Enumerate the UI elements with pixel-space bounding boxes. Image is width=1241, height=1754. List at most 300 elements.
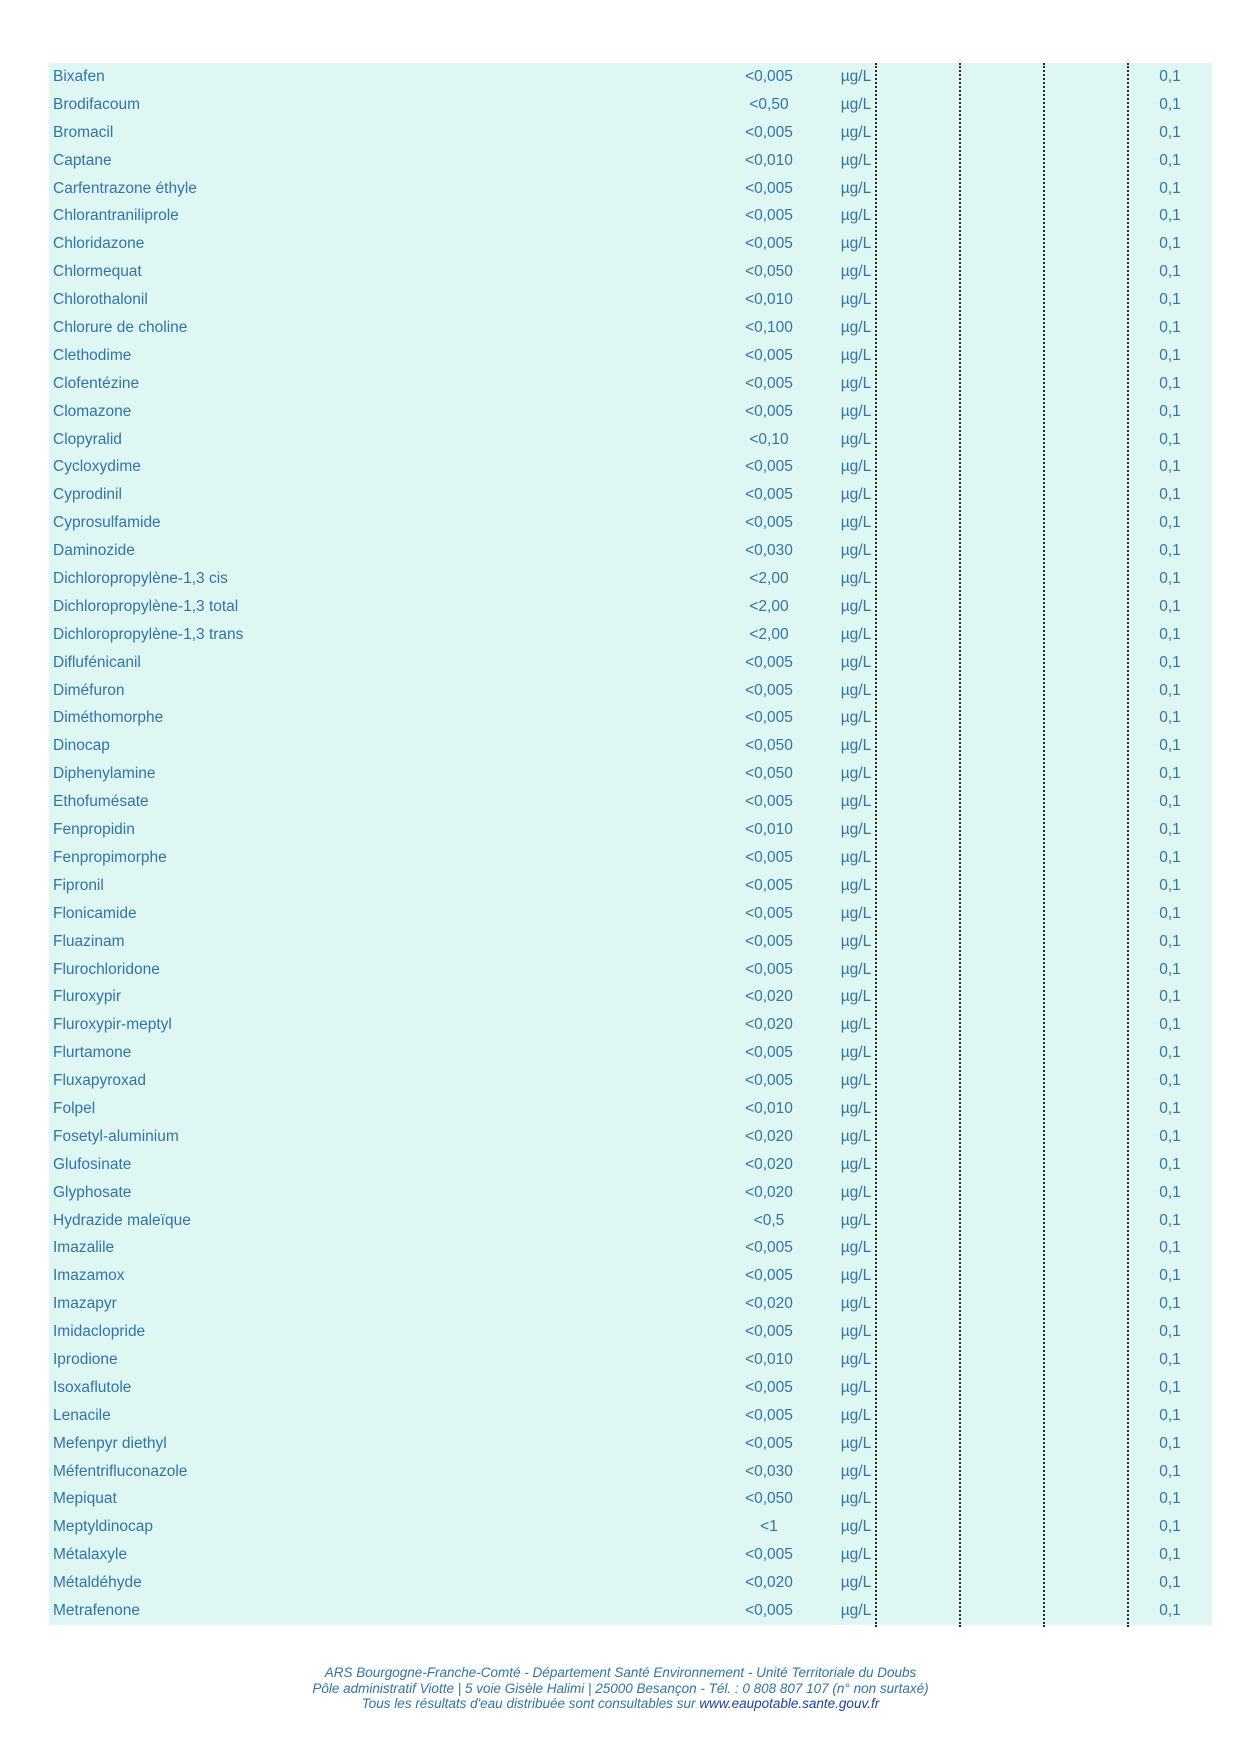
unit-label: µg/L xyxy=(840,597,872,615)
column-divider xyxy=(1127,63,1129,1627)
parameter-name: Clofentézine xyxy=(53,374,140,392)
unit-label: µg/L xyxy=(840,1601,872,1619)
empty-cell xyxy=(960,1458,1044,1486)
quality-limit: 0,1 xyxy=(1159,1601,1181,1619)
table-row xyxy=(49,63,1212,91)
empty-cell xyxy=(1044,1179,1128,1207)
quality-limit: 0,1 xyxy=(1159,709,1181,727)
empty-cell xyxy=(1044,1011,1128,1039)
empty-cell xyxy=(1044,1458,1128,1486)
unit-label: µg/L xyxy=(840,1574,872,1592)
empty-cell xyxy=(1044,314,1128,342)
result-value: <0,005 xyxy=(745,68,793,85)
result-value: <0,005 xyxy=(745,1378,793,1396)
empty-cell xyxy=(960,509,1044,537)
table-row xyxy=(49,1346,1212,1374)
empty-cell xyxy=(876,258,960,286)
quality-limit: 0,1 xyxy=(1159,681,1181,699)
parameter-name: Bixafen xyxy=(53,68,105,85)
result-value: <0,005 xyxy=(745,960,793,978)
result-value: <0,100 xyxy=(745,319,793,337)
table-row xyxy=(49,537,1212,565)
empty-cell xyxy=(960,398,1044,426)
empty-cell xyxy=(876,147,960,175)
empty-cell xyxy=(876,1234,960,1262)
table-row xyxy=(49,453,1212,481)
parameter-name: Diflufénicanil xyxy=(53,653,141,671)
quality-limit: 0,1 xyxy=(1159,1183,1181,1201)
empty-cell xyxy=(876,314,960,342)
result-value: <0,020 xyxy=(745,1574,793,1592)
empty-cell xyxy=(876,928,960,956)
result-value: <0,005 xyxy=(745,876,793,894)
empty-cell xyxy=(960,230,1044,258)
empty-cell xyxy=(876,1346,960,1374)
empty-cell xyxy=(960,1011,1044,1039)
quality-limit: 0,1 xyxy=(1159,1239,1181,1257)
empty-cell xyxy=(960,816,1044,844)
quality-limit: 0,1 xyxy=(1159,1127,1181,1145)
unit-label: µg/L xyxy=(840,291,872,309)
parameter-name: Glyphosate xyxy=(53,1183,132,1201)
empty-cell xyxy=(1044,1402,1128,1430)
result-value: <0,5 xyxy=(753,1211,785,1229)
table-row xyxy=(49,314,1212,342)
footer-line-organization: ARS Bourgogne-Franche-Comté - Département Santé Environnement - Unité Territoriale du Doubs xyxy=(324,1665,917,1680)
table-row xyxy=(49,1569,1212,1597)
quality-limit: 0,1 xyxy=(1159,1072,1181,1090)
empty-cell xyxy=(960,649,1044,677)
empty-cell xyxy=(876,398,960,426)
unit-label: µg/L xyxy=(840,207,872,225)
empty-cell xyxy=(1044,119,1128,147)
result-value: <0,020 xyxy=(745,1016,793,1034)
empty-cell xyxy=(876,593,960,621)
parameter-name: Brodifacoum xyxy=(53,95,141,113)
result-value: <0,010 xyxy=(745,1350,793,1368)
table-row xyxy=(49,983,1212,1011)
empty-cell xyxy=(960,119,1044,147)
empty-cell xyxy=(960,1374,1044,1402)
result-value: <2,00 xyxy=(749,597,789,615)
quality-limit: 0,1 xyxy=(1159,904,1181,922)
unit-label: µg/L xyxy=(840,876,872,894)
table-row xyxy=(49,1541,1212,1569)
empty-cell xyxy=(1044,1123,1128,1151)
quality-limit: 0,1 xyxy=(1159,1434,1181,1452)
empty-cell xyxy=(876,900,960,928)
quality-limit: 0,1 xyxy=(1159,179,1181,197)
quality-limit: 0,1 xyxy=(1159,1406,1181,1424)
unit-label: µg/L xyxy=(840,625,872,643)
empty-cell xyxy=(1044,1290,1128,1318)
result-value: <0,005 xyxy=(745,346,793,364)
unit-label: µg/L xyxy=(840,1183,872,1201)
empty-cell xyxy=(1044,1513,1128,1541)
empty-cell xyxy=(960,872,1044,900)
empty-cell xyxy=(960,1039,1044,1067)
unit-label: µg/L xyxy=(840,1044,872,1062)
quality-limit: 0,1 xyxy=(1159,988,1181,1006)
quality-limit: 0,1 xyxy=(1159,821,1181,839)
empty-cell xyxy=(960,1485,1044,1513)
table-row xyxy=(49,1095,1212,1123)
table-row xyxy=(49,565,1212,593)
parameter-name: Diphenylamine xyxy=(53,765,156,783)
unit-label: µg/L xyxy=(840,151,872,169)
footer-line-results xyxy=(0,1696,1241,1712)
empty-cell xyxy=(960,286,1044,314)
parameter-name: Daminozide xyxy=(53,542,135,560)
empty-cell xyxy=(960,677,1044,705)
quality-limit: 0,1 xyxy=(1159,597,1181,615)
empty-cell xyxy=(1044,1095,1128,1123)
empty-cell xyxy=(1044,872,1128,900)
unit-label: µg/L xyxy=(840,1127,872,1145)
result-value: <0,005 xyxy=(745,179,793,197)
parameter-name: Fluxapyroxad xyxy=(53,1072,147,1090)
empty-cell xyxy=(1044,788,1128,816)
empty-cell xyxy=(960,928,1044,956)
empty-cell xyxy=(1044,1597,1128,1625)
result-value: <1 xyxy=(760,1518,778,1536)
result-value: <0,005 xyxy=(745,207,793,225)
empty-cell xyxy=(960,1262,1044,1290)
parameter-name: Cyprodinil xyxy=(53,486,122,504)
result-value: <0,005 xyxy=(745,653,793,671)
table-row xyxy=(49,258,1212,286)
empty-cell xyxy=(960,63,1044,91)
unit-label: µg/L xyxy=(840,319,872,337)
quality-limit: 0,1 xyxy=(1159,570,1181,588)
parameter-name: Isoxaflutole xyxy=(53,1378,132,1396)
quality-limit: 0,1 xyxy=(1159,1016,1181,1034)
table-row xyxy=(49,342,1212,370)
quality-limit: 0,1 xyxy=(1159,374,1181,392)
parameter-name: Chlorothalonil xyxy=(53,291,148,309)
table-row xyxy=(49,370,1212,398)
empty-cell xyxy=(876,230,960,258)
empty-cell xyxy=(876,732,960,760)
empty-cell xyxy=(960,1234,1044,1262)
unit-label: µg/L xyxy=(840,1295,872,1313)
unit-label: µg/L xyxy=(840,709,872,727)
parameter-name: Diméfuron xyxy=(53,681,125,699)
empty-cell xyxy=(876,760,960,788)
quality-limit: 0,1 xyxy=(1159,876,1181,894)
quality-limit: 0,1 xyxy=(1159,207,1181,225)
empty-cell xyxy=(1044,1039,1128,1067)
unit-label: µg/L xyxy=(840,263,872,281)
unit-label: µg/L xyxy=(840,1267,872,1285)
unit-label: µg/L xyxy=(840,1406,872,1424)
table-row xyxy=(49,175,1212,203)
table-row xyxy=(49,677,1212,705)
parameter-name: Cyprosulfamide xyxy=(53,514,161,532)
empty-cell xyxy=(1044,1430,1128,1458)
parameter-name: Lenacile xyxy=(53,1406,111,1424)
result-value: <0,005 xyxy=(745,402,793,420)
unit-label: µg/L xyxy=(840,1350,872,1368)
result-value: <0,020 xyxy=(745,988,793,1006)
result-value: <0,020 xyxy=(745,1183,793,1201)
empty-cell xyxy=(1044,900,1128,928)
quality-limit: 0,1 xyxy=(1159,95,1181,113)
empty-cell xyxy=(876,1318,960,1346)
empty-cell xyxy=(1044,1541,1128,1569)
empty-cell xyxy=(960,1430,1044,1458)
result-value: <0,050 xyxy=(745,1490,793,1508)
result-value: <0,050 xyxy=(745,765,793,783)
empty-cell xyxy=(960,426,1044,454)
empty-cell xyxy=(1044,816,1128,844)
unit-label: µg/L xyxy=(840,653,872,671)
unit-label: µg/L xyxy=(840,821,872,839)
page-footer xyxy=(0,1665,1241,1712)
unit-label: µg/L xyxy=(840,1323,872,1341)
empty-cell xyxy=(1044,1346,1128,1374)
unit-label: µg/L xyxy=(840,123,872,141)
unit-label: µg/L xyxy=(840,346,872,364)
empty-cell xyxy=(1044,202,1128,230)
result-value: <0,005 xyxy=(745,1406,793,1424)
empty-cell xyxy=(1044,1234,1128,1262)
quality-limit: 0,1 xyxy=(1159,1490,1181,1508)
parameter-name: Dichloropropylène-1,3 cis xyxy=(53,570,228,588)
quality-limit: 0,1 xyxy=(1159,1518,1181,1536)
result-value: <0,005 xyxy=(745,123,793,141)
parameter-name: Flonicamide xyxy=(53,904,137,922)
empty-cell xyxy=(876,872,960,900)
unit-label: µg/L xyxy=(840,68,872,85)
unit-label: µg/L xyxy=(840,95,872,113)
unit-label: µg/L xyxy=(840,1518,872,1536)
table-row xyxy=(49,1151,1212,1179)
empty-cell xyxy=(876,983,960,1011)
empty-cell xyxy=(960,1067,1044,1095)
result-value: <0,005 xyxy=(745,1601,793,1619)
parameter-name: Clethodime xyxy=(53,346,132,364)
result-value: <0,010 xyxy=(745,151,793,169)
unit-label: µg/L xyxy=(840,904,872,922)
empty-cell xyxy=(960,732,1044,760)
empty-cell xyxy=(960,314,1044,342)
empty-cell xyxy=(1044,453,1128,481)
empty-cell xyxy=(876,342,960,370)
table-row xyxy=(49,1234,1212,1262)
empty-cell xyxy=(876,537,960,565)
parameter-name: Hydrazide maleïque xyxy=(53,1211,191,1229)
empty-cell xyxy=(960,1151,1044,1179)
empty-cell xyxy=(1044,230,1128,258)
parameter-name: Iprodione xyxy=(53,1350,118,1368)
result-value: <0,005 xyxy=(745,374,793,392)
empty-cell xyxy=(1044,732,1128,760)
table-row xyxy=(49,1597,1212,1625)
result-value: <0,030 xyxy=(745,1462,793,1480)
quality-limit: 0,1 xyxy=(1159,1546,1181,1564)
empty-cell xyxy=(876,1374,960,1402)
result-value: <0,010 xyxy=(745,1099,793,1117)
empty-cell xyxy=(1044,1374,1128,1402)
empty-cell xyxy=(1044,677,1128,705)
empty-cell xyxy=(1044,147,1128,175)
footer-website-link[interactable]: www.eaupotable.sante.gouv.fr xyxy=(699,1696,880,1711)
empty-cell xyxy=(960,1402,1044,1430)
unit-label: µg/L xyxy=(840,542,872,560)
parameter-name: Métalaxyle xyxy=(53,1546,128,1564)
unit-label: µg/L xyxy=(840,1072,872,1090)
empty-cell xyxy=(876,1262,960,1290)
table-row xyxy=(49,788,1212,816)
parameter-name: Ethofumésate xyxy=(53,793,149,811)
parameter-name: Diméthomorphe xyxy=(53,709,164,727)
result-value: <0,005 xyxy=(745,1546,793,1564)
result-value: <0,005 xyxy=(745,848,793,866)
table-row xyxy=(49,872,1212,900)
table-row xyxy=(49,119,1212,147)
table-row xyxy=(49,649,1212,677)
empty-cell xyxy=(1044,593,1128,621)
table-row xyxy=(49,286,1212,314)
unit-label: µg/L xyxy=(840,1099,872,1117)
parameter-name: Meptyldinocap xyxy=(53,1518,153,1536)
empty-cell xyxy=(876,1207,960,1235)
empty-cell xyxy=(1044,537,1128,565)
empty-cell xyxy=(1044,258,1128,286)
result-value: <0,005 xyxy=(745,681,793,699)
empty-cell xyxy=(960,844,1044,872)
parameter-name: Dinocap xyxy=(53,737,110,755)
quality-limit: 0,1 xyxy=(1159,1378,1181,1396)
quality-limit: 0,1 xyxy=(1159,848,1181,866)
table-row xyxy=(49,1402,1212,1430)
quality-limit: 0,1 xyxy=(1159,263,1181,281)
empty-cell xyxy=(1044,760,1128,788)
quality-limit: 0,1 xyxy=(1159,1211,1181,1229)
unit-label: µg/L xyxy=(840,1016,872,1034)
empty-cell xyxy=(960,565,1044,593)
empty-cell xyxy=(960,704,1044,732)
table-row xyxy=(49,1011,1212,1039)
quality-limit: 0,1 xyxy=(1159,765,1181,783)
empty-cell xyxy=(876,956,960,984)
empty-cell xyxy=(1044,1318,1128,1346)
empty-cell xyxy=(876,202,960,230)
quality-limit: 0,1 xyxy=(1159,1350,1181,1368)
parameter-name: Carfentrazone éthyle xyxy=(53,179,197,197)
table-row xyxy=(49,398,1212,426)
table-row xyxy=(49,760,1212,788)
unit-label: µg/L xyxy=(840,1378,872,1396)
unit-label: µg/L xyxy=(840,1462,872,1480)
quality-limit: 0,1 xyxy=(1159,1462,1181,1480)
empty-cell xyxy=(876,788,960,816)
parameter-name: Chloridazone xyxy=(53,235,145,253)
column-divider xyxy=(959,63,961,1627)
result-value: <0,005 xyxy=(745,458,793,476)
table-row xyxy=(49,1179,1212,1207)
result-value: <0,005 xyxy=(745,1267,793,1285)
result-value: <0,10 xyxy=(749,430,789,448)
empty-cell xyxy=(1044,481,1128,509)
parameter-name: Captane xyxy=(53,151,112,169)
empty-cell xyxy=(876,1011,960,1039)
empty-cell xyxy=(1044,91,1128,119)
empty-cell xyxy=(876,426,960,454)
parameter-name: Chlorure de choline xyxy=(53,319,188,337)
empty-cell xyxy=(1044,621,1128,649)
table-row xyxy=(49,91,1212,119)
empty-cell xyxy=(960,1541,1044,1569)
table-row xyxy=(49,593,1212,621)
result-value: <0,020 xyxy=(745,1155,793,1173)
empty-cell xyxy=(960,956,1044,984)
table-row xyxy=(49,1067,1212,1095)
unit-label: µg/L xyxy=(840,458,872,476)
empty-cell xyxy=(1044,928,1128,956)
unit-label: µg/L xyxy=(840,1211,872,1229)
column-divider xyxy=(1043,63,1045,1627)
table-row xyxy=(49,147,1212,175)
quality-limit: 0,1 xyxy=(1159,1267,1181,1285)
empty-cell xyxy=(876,453,960,481)
parameter-name: Métaldéhyde xyxy=(53,1574,142,1592)
empty-cell xyxy=(876,649,960,677)
unit-label: µg/L xyxy=(840,486,872,504)
empty-cell xyxy=(876,1541,960,1569)
empty-cell xyxy=(1044,1485,1128,1513)
table-row xyxy=(49,202,1212,230)
empty-cell xyxy=(876,1290,960,1318)
table-row xyxy=(49,1207,1212,1235)
empty-cell xyxy=(1044,1067,1128,1095)
empty-cell xyxy=(960,1095,1044,1123)
empty-cell xyxy=(876,91,960,119)
quality-limit: 0,1 xyxy=(1159,542,1181,560)
result-value: <0,020 xyxy=(745,1295,793,1313)
empty-cell xyxy=(876,286,960,314)
footer-results-text: Tous les résultats d'eau distribuée sont consultables sur xyxy=(361,1696,696,1711)
empty-cell xyxy=(876,370,960,398)
empty-cell xyxy=(876,1402,960,1430)
empty-cell xyxy=(960,621,1044,649)
empty-cell xyxy=(1044,983,1128,1011)
empty-cell xyxy=(960,202,1044,230)
quality-limit: 0,1 xyxy=(1159,1323,1181,1341)
parameter-name: Fosetyl-aluminium xyxy=(53,1127,179,1145)
quality-limit: 0,1 xyxy=(1159,458,1181,476)
quality-limit: 0,1 xyxy=(1159,68,1181,85)
empty-cell xyxy=(1044,509,1128,537)
table-row xyxy=(49,426,1212,454)
table-row xyxy=(49,509,1212,537)
parameter-name: Dichloropropylène-1,3 total xyxy=(53,597,239,615)
empty-cell xyxy=(876,677,960,705)
empty-cell xyxy=(876,1039,960,1067)
empty-cell xyxy=(876,481,960,509)
quality-limit: 0,1 xyxy=(1159,402,1181,420)
quality-limit: 0,1 xyxy=(1159,151,1181,169)
empty-cell xyxy=(876,1569,960,1597)
empty-cell xyxy=(876,1067,960,1095)
table-row xyxy=(49,1290,1212,1318)
parameter-name: Imazamox xyxy=(53,1267,125,1285)
quality-limit: 0,1 xyxy=(1159,737,1181,755)
empty-cell xyxy=(1044,426,1128,454)
table-row xyxy=(49,481,1212,509)
quality-limit: 0,1 xyxy=(1159,1574,1181,1592)
